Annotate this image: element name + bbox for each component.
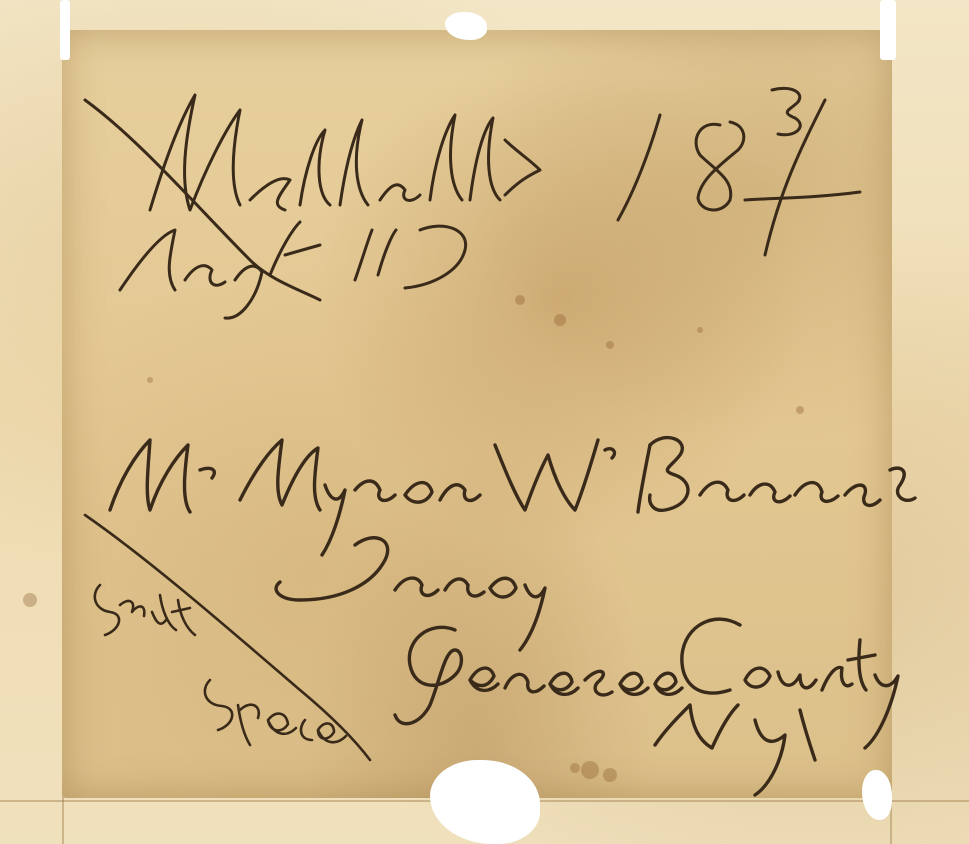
- postmark-town-script: [85, 95, 540, 300]
- address-line4-script: [655, 705, 815, 795]
- postmark-date-script: [120, 222, 466, 318]
- address-line2-script: [276, 538, 545, 650]
- address-line3-script: [395, 619, 898, 748]
- address-line1-script: [110, 438, 915, 555]
- corner-note-script: [85, 515, 370, 760]
- rate-script: [618, 88, 860, 255]
